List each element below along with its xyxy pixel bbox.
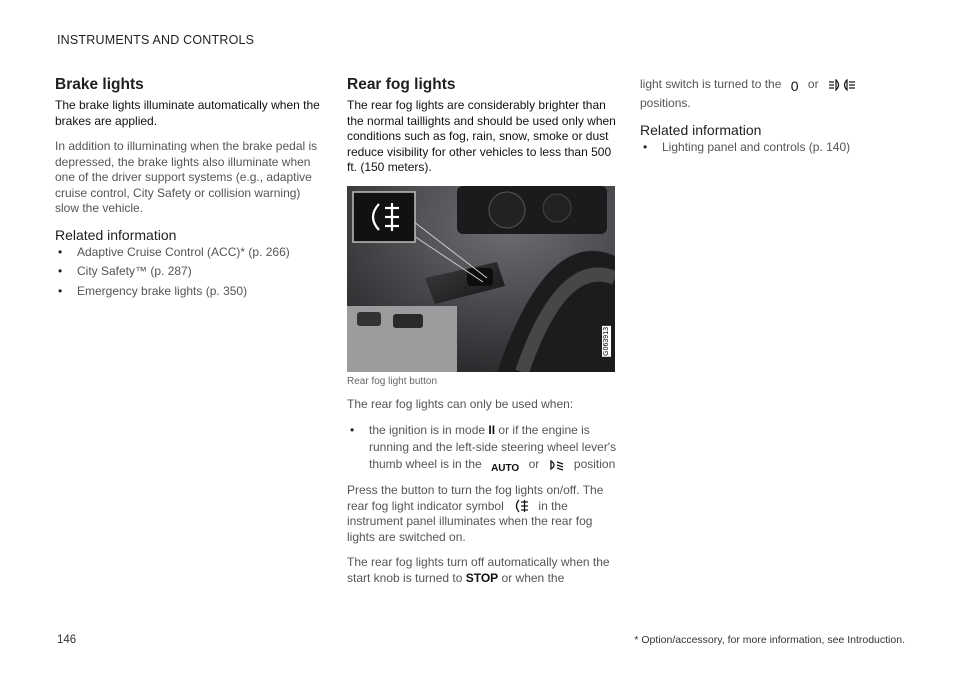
usage-intro: The rear fog lights can only be used when: [347, 396, 574, 411]
related-info-list-2 [640, 140, 910, 156]
figure-caption: Rear fog light button [347, 375, 438, 387]
steering-lever-illustration [347, 186, 615, 372]
page-number: 146 [57, 634, 77, 646]
rear-fog-intro: The rear fog lights are considerably brighter than the normal taillights and should be used only when conditions such as fog, rain, snow, smoke or dust reduce visibility for other vehicles to less than 500 ft. (150 meters). [347, 98, 616, 174]
continued-text: light switch is turned to the 0 or positions. [640, 76, 910, 112]
related-info-list [55, 245, 325, 300]
related-link-acc[interactable]: • Adaptive Cruise Control (ACC)* (p. 266) [55, 245, 325, 261]
brake-lights-section [55, 76, 325, 303]
rear-fog-indicator-icon [513, 499, 529, 513]
figure-code: G063913 [603, 326, 610, 356]
low-beam-icon [549, 459, 565, 471]
light-off-zero-icon: 0 [790, 78, 799, 94]
brake-lights-title: Brake lights [55, 76, 144, 93]
press-instruction: Press the button to turn the fog lights on/off. The rear fog light indicator symbol in the instrument panel illuminates when the rear fog lights are switched on. [347, 483, 604, 544]
related-link-emergency-brake[interactable]: • Emergency brake lights (p. 350) [55, 284, 325, 300]
running-header: INSTRUMENTS AND CONTROLS [57, 33, 255, 47]
related-info-heading-2: Related information [640, 122, 762, 138]
usage-conditions [347, 422, 617, 477]
footnote: * Option/accessory, for more information, see Introduction. [634, 634, 905, 646]
position-lights-icon [828, 79, 856, 91]
rear-fog-section [347, 76, 617, 596]
related-info-heading: Related information [55, 226, 177, 243]
related-link-city-safety[interactable]: • City Safety™ (p. 287) [55, 264, 325, 280]
continued-section [640, 76, 910, 160]
usage-condition: • the ignition is in mode II or if the engine is running and the left-side steering wheel lever's thumb wheel is in the AUTO or position [347, 422, 617, 477]
auto-icon: AUTO [491, 463, 520, 474]
brake-lights-body: In addition to illuminating when the brake pedal is depressed, the brake lights also illuminate when one of the driver support systems (e.g., adaptive cruise control, City Safety or collision warning) slow the vehicle. [55, 139, 318, 215]
related-link-lighting-panel[interactable]: • Lighting panel and controls (p. 140) [640, 140, 910, 156]
brake-lights-intro: The brake lights illuminate automatically when the brakes are applied. [55, 98, 320, 128]
auto-off-note: The rear fog lights turn off automatically when the start knob is turned to STOP or when the [347, 555, 610, 585]
rear-fog-title: Rear fog lights [347, 76, 456, 93]
rear-fog-figure [347, 186, 615, 372]
